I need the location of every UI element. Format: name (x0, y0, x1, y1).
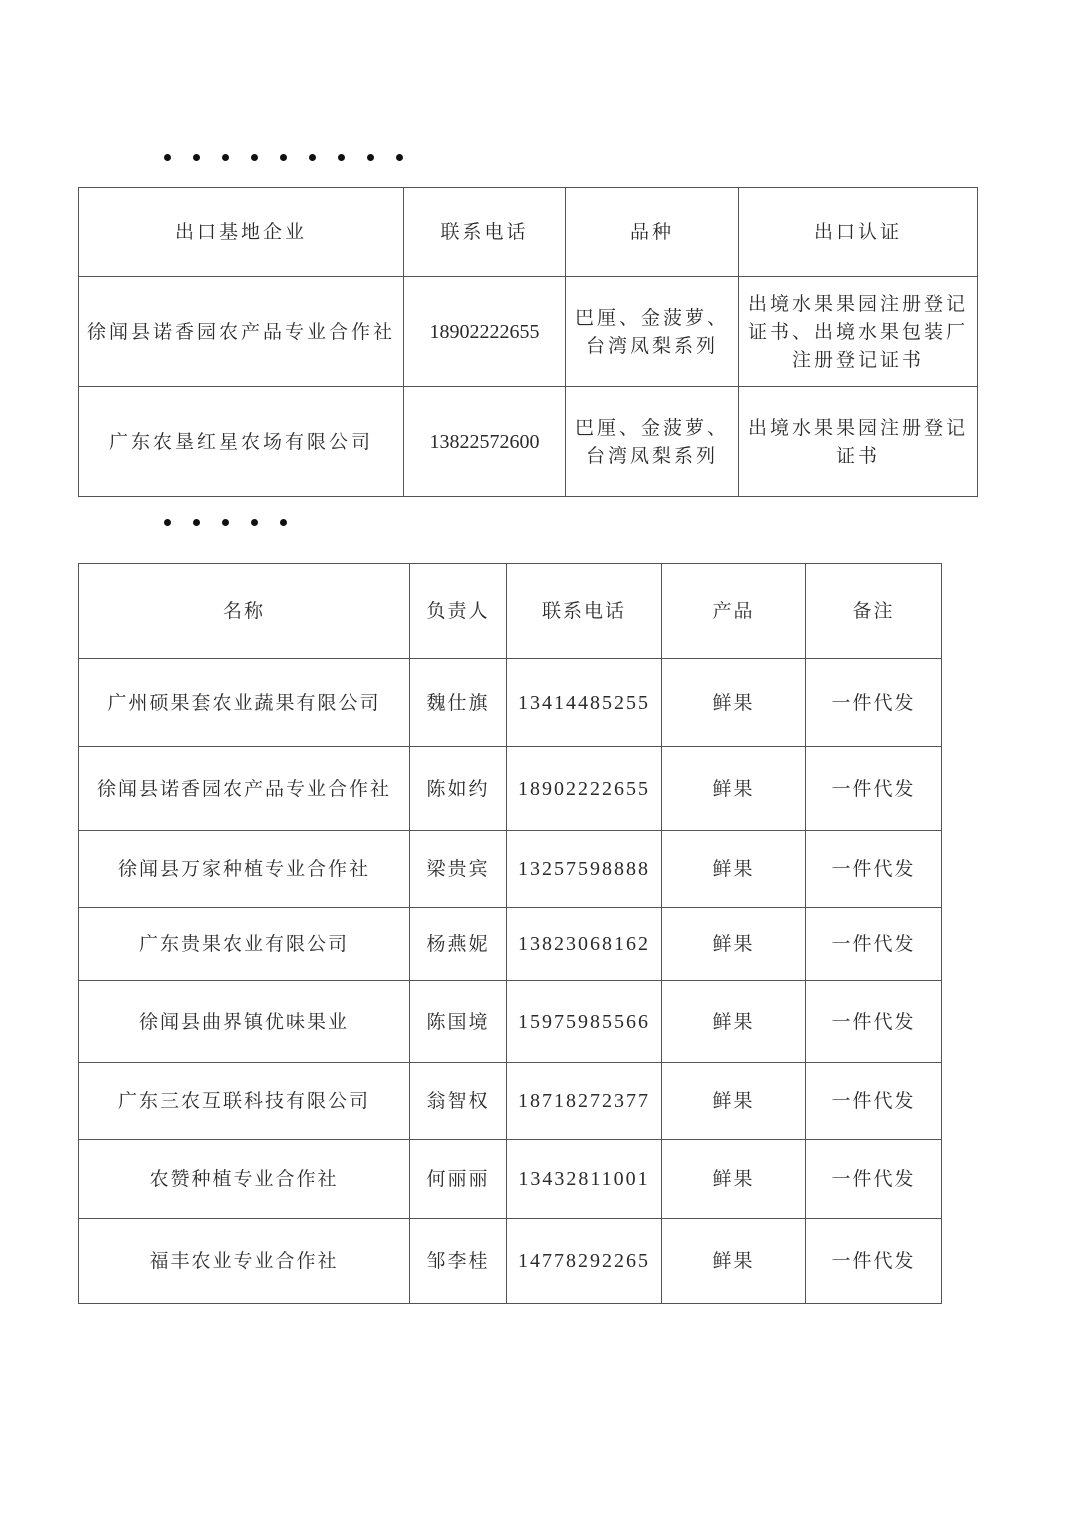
name-cell: 徐闻县万家种植专业合作社 (79, 831, 410, 908)
table-header-row (79, 564, 942, 659)
bullet-dot (222, 154, 229, 161)
note-cell: 一件代发 (806, 831, 942, 908)
phone-cell: 14778292265 (507, 1219, 662, 1304)
person-cell: 陈如约 (410, 747, 507, 831)
bullet-dot (367, 154, 374, 161)
header-phone: 联系电话 (404, 188, 566, 277)
note-cell: 一件代发 (806, 981, 942, 1063)
person-cell: 翁智权 (410, 1063, 507, 1140)
certification-cell: 出境水果果园注册登记证书 (739, 387, 978, 497)
product-cell: 鲜果 (662, 831, 806, 908)
bullet-dot (193, 154, 200, 161)
phone-cell: 13432811001 (507, 1140, 662, 1219)
table-row (79, 981, 942, 1063)
product-cell: 鲜果 (662, 659, 806, 747)
bullet-dot (164, 519, 171, 526)
phone-cell: 13823068162 (507, 908, 662, 981)
name-cell: 广州硕果套农业蔬果有限公司 (79, 659, 410, 747)
header-variety: 品种 (566, 188, 739, 277)
header-person: 负责人 (410, 564, 507, 659)
header-phone: 联系电话 (507, 564, 662, 659)
table-row (79, 659, 942, 747)
name-cell: 徐闻县曲界镇优味果业 (79, 981, 410, 1063)
export-base-table (78, 187, 978, 497)
product-cell: 鲜果 (662, 1140, 806, 1219)
table-row (79, 747, 942, 831)
bullet-dot (338, 154, 345, 161)
header-name: 名称 (79, 564, 410, 659)
phone-cell: 18902222655 (404, 277, 566, 387)
phone-cell: 15975985566 (507, 981, 662, 1063)
product-cell: 鲜果 (662, 908, 806, 981)
bullet-dot (251, 154, 258, 161)
bullet-dot (280, 519, 287, 526)
bullet-dot (164, 154, 171, 161)
distributor-table (78, 563, 942, 1304)
person-cell: 魏仕旗 (410, 659, 507, 747)
note-cell: 一件代发 (806, 1063, 942, 1140)
name-cell: 广东三农互联科技有限公司 (79, 1063, 410, 1140)
person-cell: 杨燕妮 (410, 908, 507, 981)
note-cell: 一件代发 (806, 1140, 942, 1219)
bullet-dot (193, 519, 200, 526)
phone-cell: 13257598888 (507, 831, 662, 908)
section2-bullet-dots (164, 519, 309, 526)
table-row (79, 1219, 942, 1304)
name-cell: 徐闻县诺香园农产品专业合作社 (79, 747, 410, 831)
header-company: 出口基地企业 (79, 188, 404, 277)
product-cell: 鲜果 (662, 747, 806, 831)
bullet-dot (251, 519, 258, 526)
table-header-row (79, 188, 978, 277)
phone-cell: 13414485255 (507, 659, 662, 747)
header-note: 备注 (806, 564, 942, 659)
bullet-dot (222, 519, 229, 526)
person-cell: 梁贵宾 (410, 831, 507, 908)
person-cell: 陈国境 (410, 981, 507, 1063)
header-certification: 出口认证 (739, 188, 978, 277)
table-row (79, 1140, 942, 1219)
section1-bullet-dots (164, 154, 425, 161)
name-cell: 福丰农业专业合作社 (79, 1219, 410, 1304)
note-cell: 一件代发 (806, 659, 942, 747)
table-row (79, 908, 942, 981)
table-row (79, 1063, 942, 1140)
company-cell: 徐闻县诺香园农产品专业合作社 (79, 277, 404, 387)
table-row (79, 387, 978, 497)
product-cell: 鲜果 (662, 1219, 806, 1304)
bullet-dot (280, 154, 287, 161)
product-cell: 鲜果 (662, 981, 806, 1063)
variety-cell: 巴厘、金菠萝、台湾凤梨系列 (566, 387, 739, 497)
name-cell: 广东贵果农业有限公司 (79, 908, 410, 981)
header-product: 产品 (662, 564, 806, 659)
product-cell: 鲜果 (662, 1063, 806, 1140)
bullet-dot (396, 154, 403, 161)
person-cell: 邹李桂 (410, 1219, 507, 1304)
phone-cell: 18902222655 (507, 747, 662, 831)
note-cell: 一件代发 (806, 747, 942, 831)
bullet-dot (309, 154, 316, 161)
table-row (79, 277, 978, 387)
note-cell: 一件代发 (806, 908, 942, 981)
company-cell: 广东农垦红星农场有限公司 (79, 387, 404, 497)
person-cell: 何丽丽 (410, 1140, 507, 1219)
distributor-table-body (79, 659, 942, 1304)
note-cell: 一件代发 (806, 1219, 942, 1304)
name-cell: 农赞种植专业合作社 (79, 1140, 410, 1219)
certification-cell: 出境水果果园注册登记证书、出境水果包装厂注册登记证书 (739, 277, 978, 387)
table-row (79, 831, 942, 908)
phone-cell: 18718272377 (507, 1063, 662, 1140)
variety-cell: 巴厘、金菠萝、台湾凤梨系列 (566, 277, 739, 387)
phone-cell: 13822572600 (404, 387, 566, 497)
